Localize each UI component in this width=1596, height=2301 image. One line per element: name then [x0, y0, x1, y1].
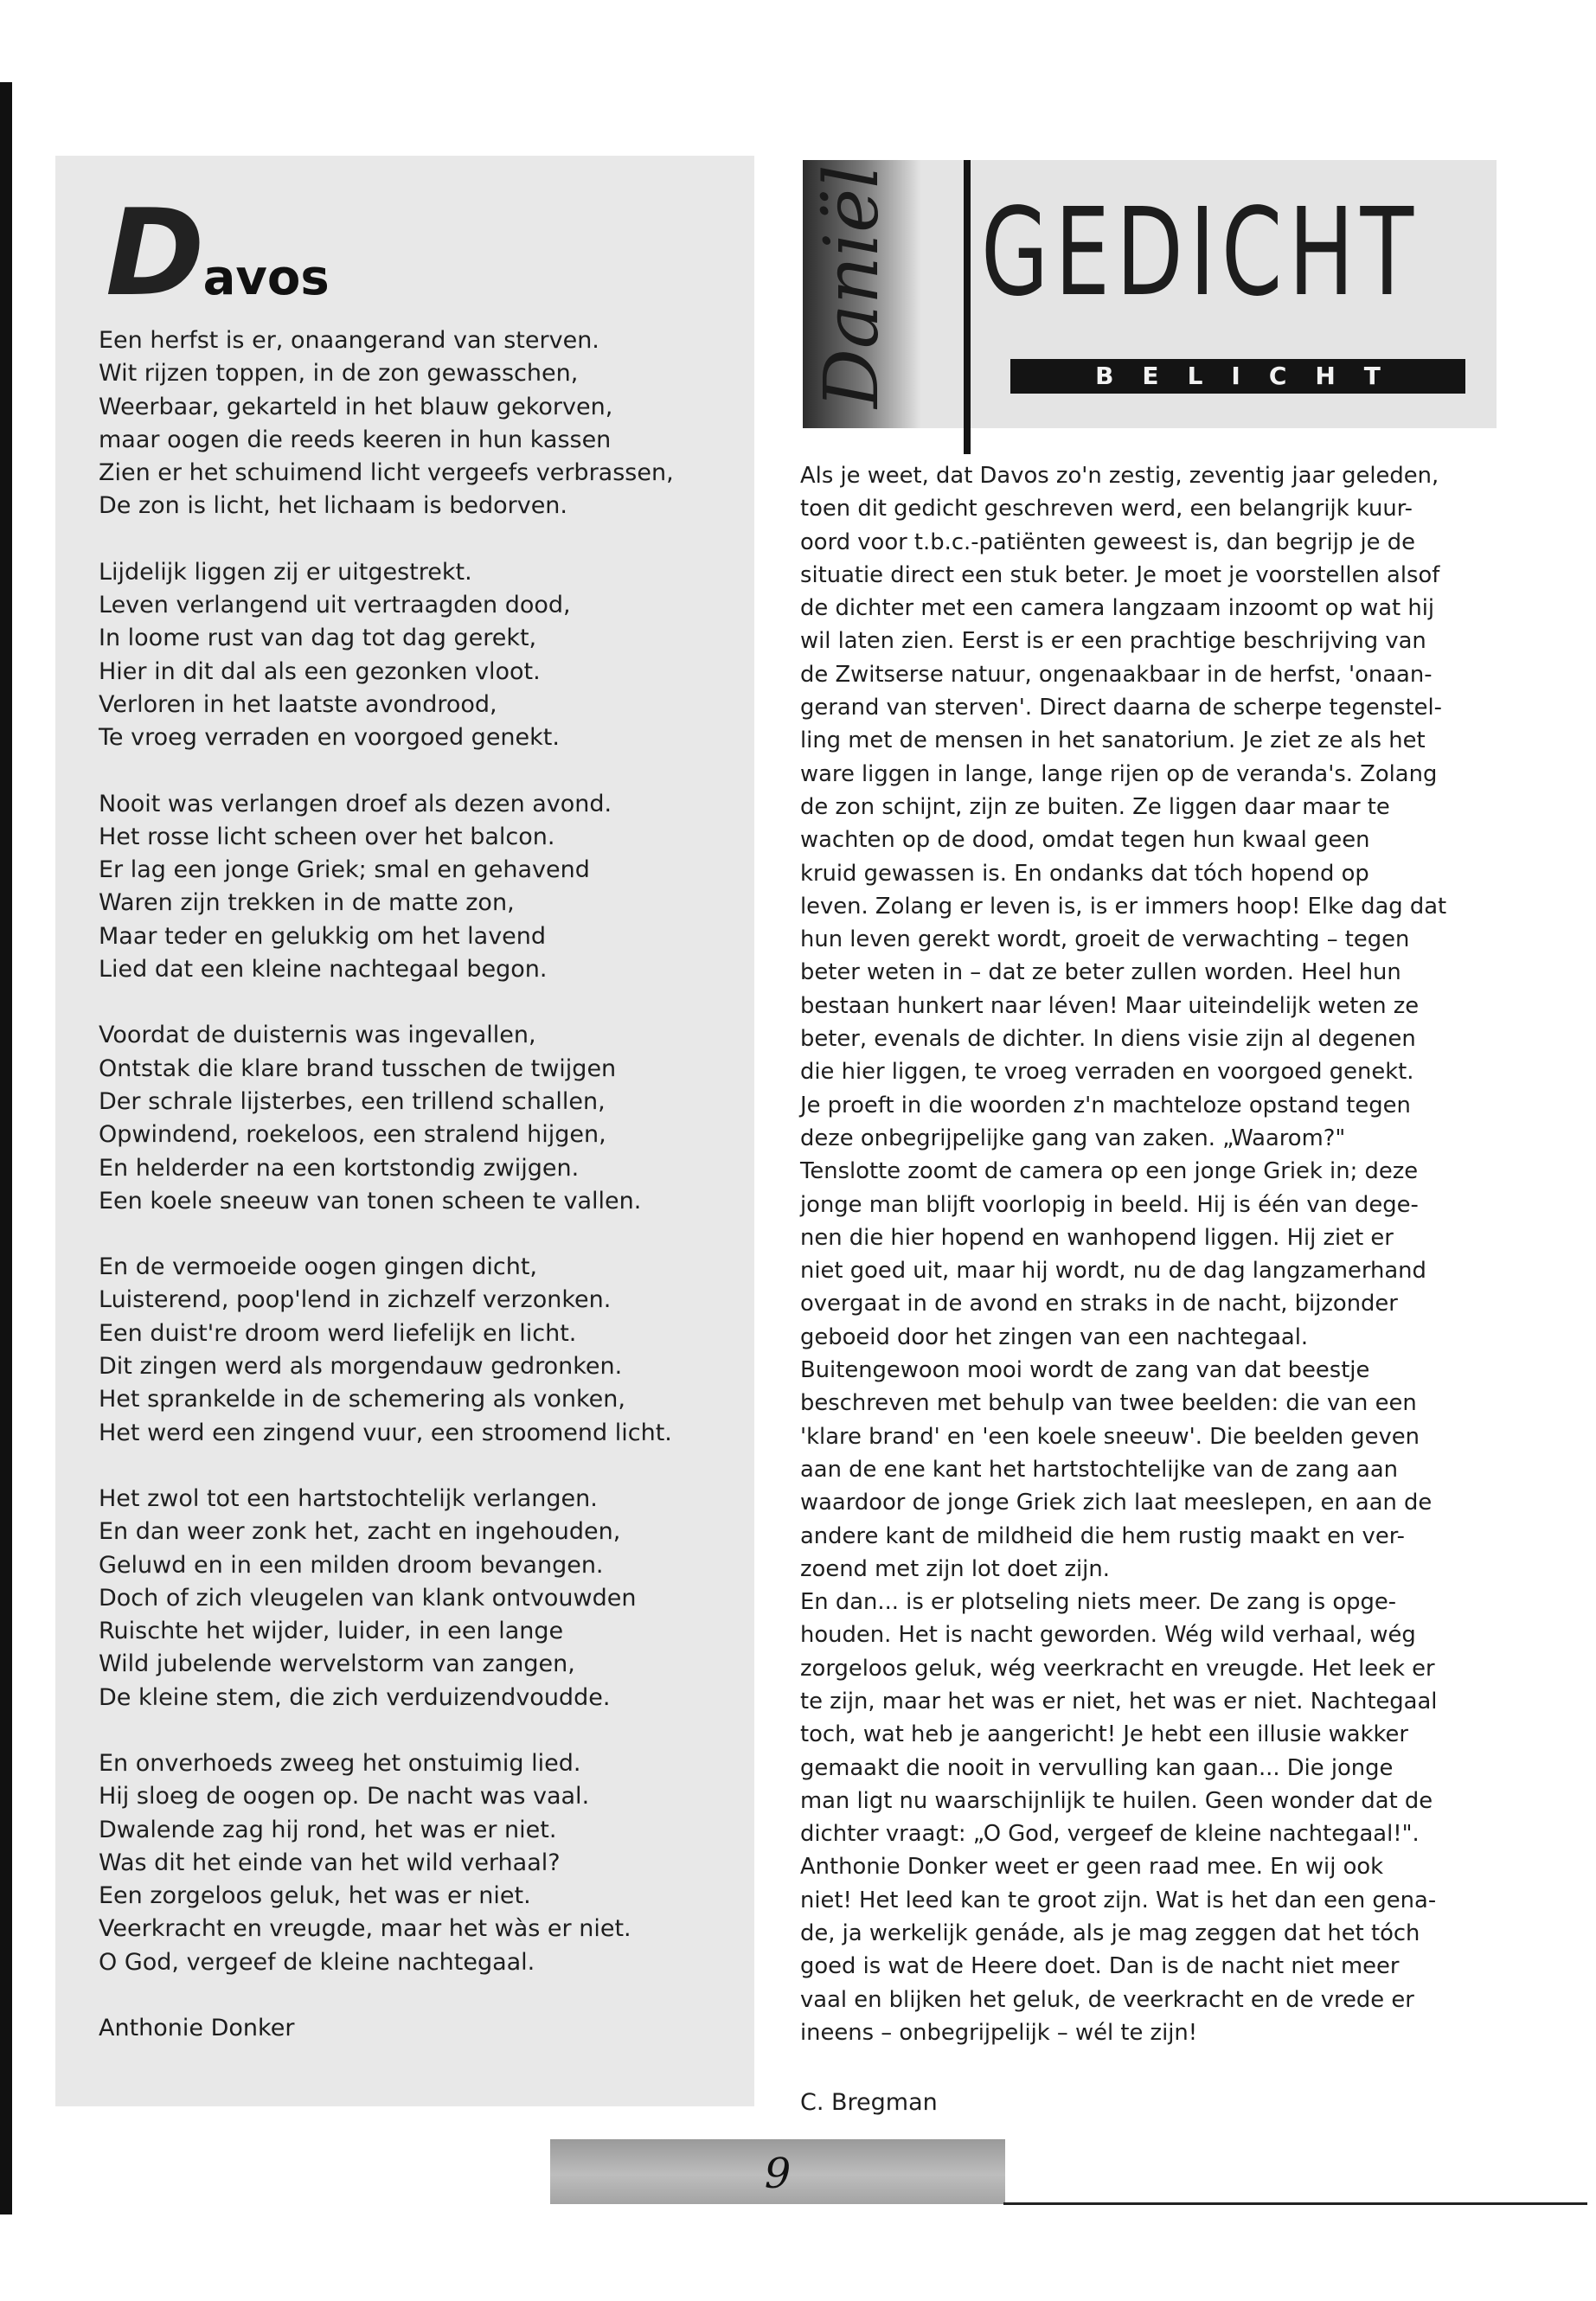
poem-line: Wit rijzen toppen, in de zon gewasschen, — [99, 360, 579, 388]
poem-title — [106, 183, 330, 323]
banner-divider — [964, 160, 971, 454]
poem-line: Lied dat een kleine nachtegaal begon. — [99, 956, 548, 984]
commentary-line: man ligt nu waarschijnlijk te huilen. Geen wonder dat de — [800, 1787, 1433, 1814]
poem-line: Verloren in het laatste avondrood, — [99, 690, 497, 718]
poem-line: Te vroeg verraden en voorgoed genekt. — [99, 724, 560, 752]
poem-line: Luisterend, poop'lend in zichzelf verzonken. — [99, 1286, 612, 1314]
poem-line: Het rosse licht scheen over het balcon. — [99, 823, 555, 850]
banner-title: GEDICHT — [981, 183, 1420, 324]
commentary-line: Tenslotte zoomt de camera op een jonge Griek in; deze — [800, 1158, 1419, 1185]
banner-script-name: Daniël — [809, 164, 895, 408]
poem-line: Dit zingen werd als morgendauw gedronken. — [99, 1353, 623, 1381]
commentary-line: Je proeft in die woorden z'n machteloze opstand tegen — [800, 1092, 1411, 1118]
poem-line: Hier in dit dal als een gezonken vloot. — [99, 657, 541, 685]
commentary-line: bestaan hunkert naar léven! Maar uiteindelijk weten ze — [800, 992, 1420, 1019]
poem-line: maar oogen die reeds keeren in hun kassen — [99, 426, 612, 453]
commentary-line: wil laten zien. Eerst is er een prachtige beschrijving van — [800, 628, 1426, 655]
commentary-line: kruid gewassen is. En ondanks dat tóch hopend op — [800, 860, 1369, 887]
commentary-line: waardoor de jonge Griek zich laat meeslepen, en aan de — [800, 1490, 1433, 1516]
commentary-line: ling met de mensen in het sanatorium. Je ziet ze als het — [800, 727, 1426, 754]
commentary-line: andere kant de mildheid die hem rustig maakt en ver- — [800, 1522, 1405, 1549]
page-edge-bar — [0, 82, 12, 2214]
commentary-author: C. Bregman — [800, 2089, 938, 2116]
poem-stanza — [99, 1019, 756, 1218]
poem-stanza — [99, 788, 756, 987]
poem-line: Opwindend, roekeloos, een stralend hijgen, — [99, 1121, 606, 1149]
commentary-line: Anthonie Donker weet er geen raad mee. En wij ook — [800, 1854, 1384, 1881]
poem-line: Ontstak die klare brand tusschen de twijgen — [99, 1054, 617, 1082]
poem-title-rest: avos — [202, 250, 330, 306]
poem-line: Weerbaar, gekarteld in het blauw gekorven, — [99, 393, 613, 420]
poem-stanza — [99, 556, 756, 755]
poem-line: Nooit was verlangen droef als dezen avond. — [99, 790, 612, 817]
commentary-line: dichter vraagt: „O God, vergeef de kleine nachtegaal!". — [800, 1821, 1420, 1848]
poem-line: Maar teder en gelukkig om het lavend — [99, 922, 547, 950]
poem-title-initial: D — [106, 183, 202, 323]
commentary-line: 'klare brand' en 'een koele sneeuw'. Die beelden geven — [800, 1423, 1420, 1450]
poem-line: Het werd een zingend vuur, een stroomend licht. — [99, 1419, 672, 1446]
commentary-line: beter weten in – dat ze beter zullen worden. Heel hun — [800, 959, 1401, 986]
commentary-line: beschreven met behulp van twee beelden: die van een — [800, 1390, 1417, 1417]
commentary-line: deze onbegrijpelijke gang van zaken. „Waarom?" — [800, 1125, 1346, 1151]
commentary-line: niet! Het leed kan te groot zijn. Wat is het dan een gena- — [800, 1887, 1437, 1913]
commentary-line: hun leven gerekt wordt, groeit de verwachting – tegen — [800, 926, 1410, 953]
poem-line: Ruischte het wijder, luider, in een lange — [99, 1618, 564, 1645]
poem-line: Veerkracht en vreugde, maar het wàs er niet. — [99, 1915, 631, 1943]
commentary-line: wachten op de dood, omdat tegen hun kwaal geen — [800, 827, 1370, 854]
commentary-line: nen die hier hopend en wanhopend liggen. Hij ziet er — [800, 1224, 1394, 1251]
commentary-line: geboeid door het zingen van een nachtegaal. — [800, 1324, 1309, 1350]
banner-subtitle: BELICHT — [1010, 359, 1465, 394]
poem-line: En dan weer zonk het, zacht en ingehouden, — [99, 1518, 621, 1546]
poem-line: En onverhoeds zweeg het onstuimig lied. — [99, 1749, 581, 1777]
poem-line: Lijdelijk liggen zij er uitgestrekt. — [99, 558, 472, 586]
commentary-line: oord voor t.b.c.-patiënten geweest is, dan begrijp je de — [800, 529, 1415, 555]
commentary-line: goed is wat de Heere doet. Dan is de nacht niet meer — [800, 1953, 1400, 1980]
commentary-line: houden. Het is nacht geworden. Wég wild verhaal, wég — [800, 1622, 1416, 1649]
poem-line: Een duist're droom werd liefelijk en licht. — [99, 1319, 577, 1347]
poem-line: Dwalende zag hij rond, het was er niet. — [99, 1816, 557, 1843]
poem-stanza — [99, 1251, 756, 1450]
commentary-line: jonge man blijft voorlopig in beeld. Hij is één van dege- — [800, 1191, 1419, 1218]
commentary-line: de, ja werkelijk genáde, als je mag zeggen dat het tóch — [800, 1920, 1420, 1947]
commentary-line: gemaakt die nooit in vervulling kan gaan... Die jonge — [800, 1754, 1394, 1781]
commentary-line: ware liggen in lange, lange rijen op de veranda's. Zolang — [800, 760, 1438, 787]
poem-line: Er lag een jonge Griek; smal en gehavend — [99, 856, 590, 884]
poem-line: Een zorgeloos geluk, het was er niet. — [99, 1882, 531, 1910]
poem-line: Geluwd en in een milden droom bevangen. — [99, 1551, 604, 1579]
poem-line: Voordat de duisternis was ingevallen, — [99, 1022, 536, 1049]
commentary-line: te zijn, maar het was er niet, het was er niet. Nachtegaal — [800, 1688, 1438, 1715]
poem-panel — [55, 156, 754, 2106]
poem-author: Anthonie Donker — [99, 2015, 295, 2042]
commentary-line: zorgeloos geluk, wég veerkracht en vreugde. Het leek er — [800, 1655, 1435, 1682]
poem-line: Wild jubelende wervelstorm van zangen, — [99, 1650, 575, 1678]
commentary-line: de Zwitserse natuur, ongenaakbaar in de herfst, 'onaan- — [800, 661, 1433, 688]
poem-line: Een herfst is er, onaangerand van sterven. — [99, 327, 599, 354]
poem-line: Leven verlangend uit vertraagden dood, — [99, 592, 571, 619]
commentary-line: beter, evenals de dichter. In diens visie zijn al degenen — [800, 1026, 1416, 1053]
poem-line: Waren zijn trekken in de matte zon, — [99, 889, 515, 917]
commentary-line: de dichter met een camera langzaam inzoomt op wat hij — [800, 595, 1435, 622]
commentary-line: toch, wat heb je aangericht! Je hebt een illusie wakker — [800, 1721, 1409, 1748]
poem-stanza — [99, 1747, 756, 1979]
poem-line: Der schrale lijsterbes, een trillend schallen, — [99, 1087, 606, 1115]
commentary-line: Als je weet, dat Davos zo'n zestig, zeventig jaar geleden, — [800, 463, 1439, 489]
bottom-rule — [1003, 2202, 1587, 2205]
poem-line: De zon is licht, het lichaam is bedorven. — [99, 492, 568, 520]
commentary-line: ineens – onbegrijpelijk – wél te zijn! — [800, 2019, 1198, 2046]
commentary-line: die hier liggen, te vroeg verraden en voorgoed genekt. — [800, 1059, 1414, 1086]
page-number: 9 — [764, 2150, 792, 2198]
commentary-line: vaal en blijken het geluk, de veerkracht en de vrede er — [800, 1986, 1414, 2013]
poem-line: O God, vergeef de kleine nachtegaal. — [99, 1948, 535, 1976]
poem-line: In loome rust van dag tot dag gerekt, — [99, 625, 537, 652]
page-number-band — [550, 2139, 1005, 2204]
poem-stanzas — [99, 324, 756, 2045]
poem-line: Het sprankelde in de schemering als vonken, — [99, 1386, 625, 1413]
poem-stanza — [99, 324, 756, 523]
poem-line: Het zwol tot een hartstochtelijk verlangen. — [99, 1484, 598, 1512]
poem-stanza — [99, 1483, 756, 1715]
poem-line: Een koele sneeuw van tonen scheen te vallen. — [99, 1187, 642, 1215]
poem-line: Was dit het einde van het wild verhaal? — [99, 1849, 561, 1876]
poem-line: Hij sloeg de oogen op. De nacht was vaal. — [99, 1783, 590, 1811]
commentary-line: zoend met zijn lot doet zijn. — [800, 1555, 1110, 1582]
commentary-text — [800, 459, 1509, 2049]
commentary-line: overgaat in de avond en straks in de nacht, bijzonder — [800, 1291, 1398, 1317]
poem-line: Zien er het schuimend licht vergeefs verbrassen, — [99, 459, 674, 487]
poem-line: De kleine stem, die zich verduizendvoudde. — [99, 1683, 611, 1711]
commentary-line: aan de ene kant het hartstochtelijke van de zang aan — [800, 1456, 1399, 1483]
commentary-line: toen dit gedicht geschreven werd, een belangrijk kuur- — [800, 496, 1413, 522]
commentary-line: gerand van sterven'. Direct daarna de scherpe tegenstel- — [800, 695, 1442, 721]
commentary-line: Buitengewoon mooi wordt de zang van dat beestje — [800, 1357, 1370, 1384]
commentary-line: niet goed uit, maar hij wordt, nu de dag langzamerhand — [800, 1258, 1426, 1285]
commentary-line: situatie direct een stuk beter. Je moet je voorstellen alsof — [800, 561, 1440, 588]
commentary-line: leven. Zolang er leven is, is er immers hoop! Elke dag dat — [800, 893, 1447, 920]
poem-line: En helderder na een kortstondig zwijgen. — [99, 1154, 580, 1182]
poem-line: Doch of zich vleugelen van klank ontvouwden — [99, 1584, 637, 1612]
commentary-line: En dan... is er plotseling niets meer. De zang is opge- — [800, 1589, 1397, 1616]
poem-line: En de vermoeide oogen gingen dicht, — [99, 1253, 538, 1281]
commentary-line: de zon schijnt, zijn ze buiten. Ze liggen daar maar te — [800, 793, 1390, 820]
